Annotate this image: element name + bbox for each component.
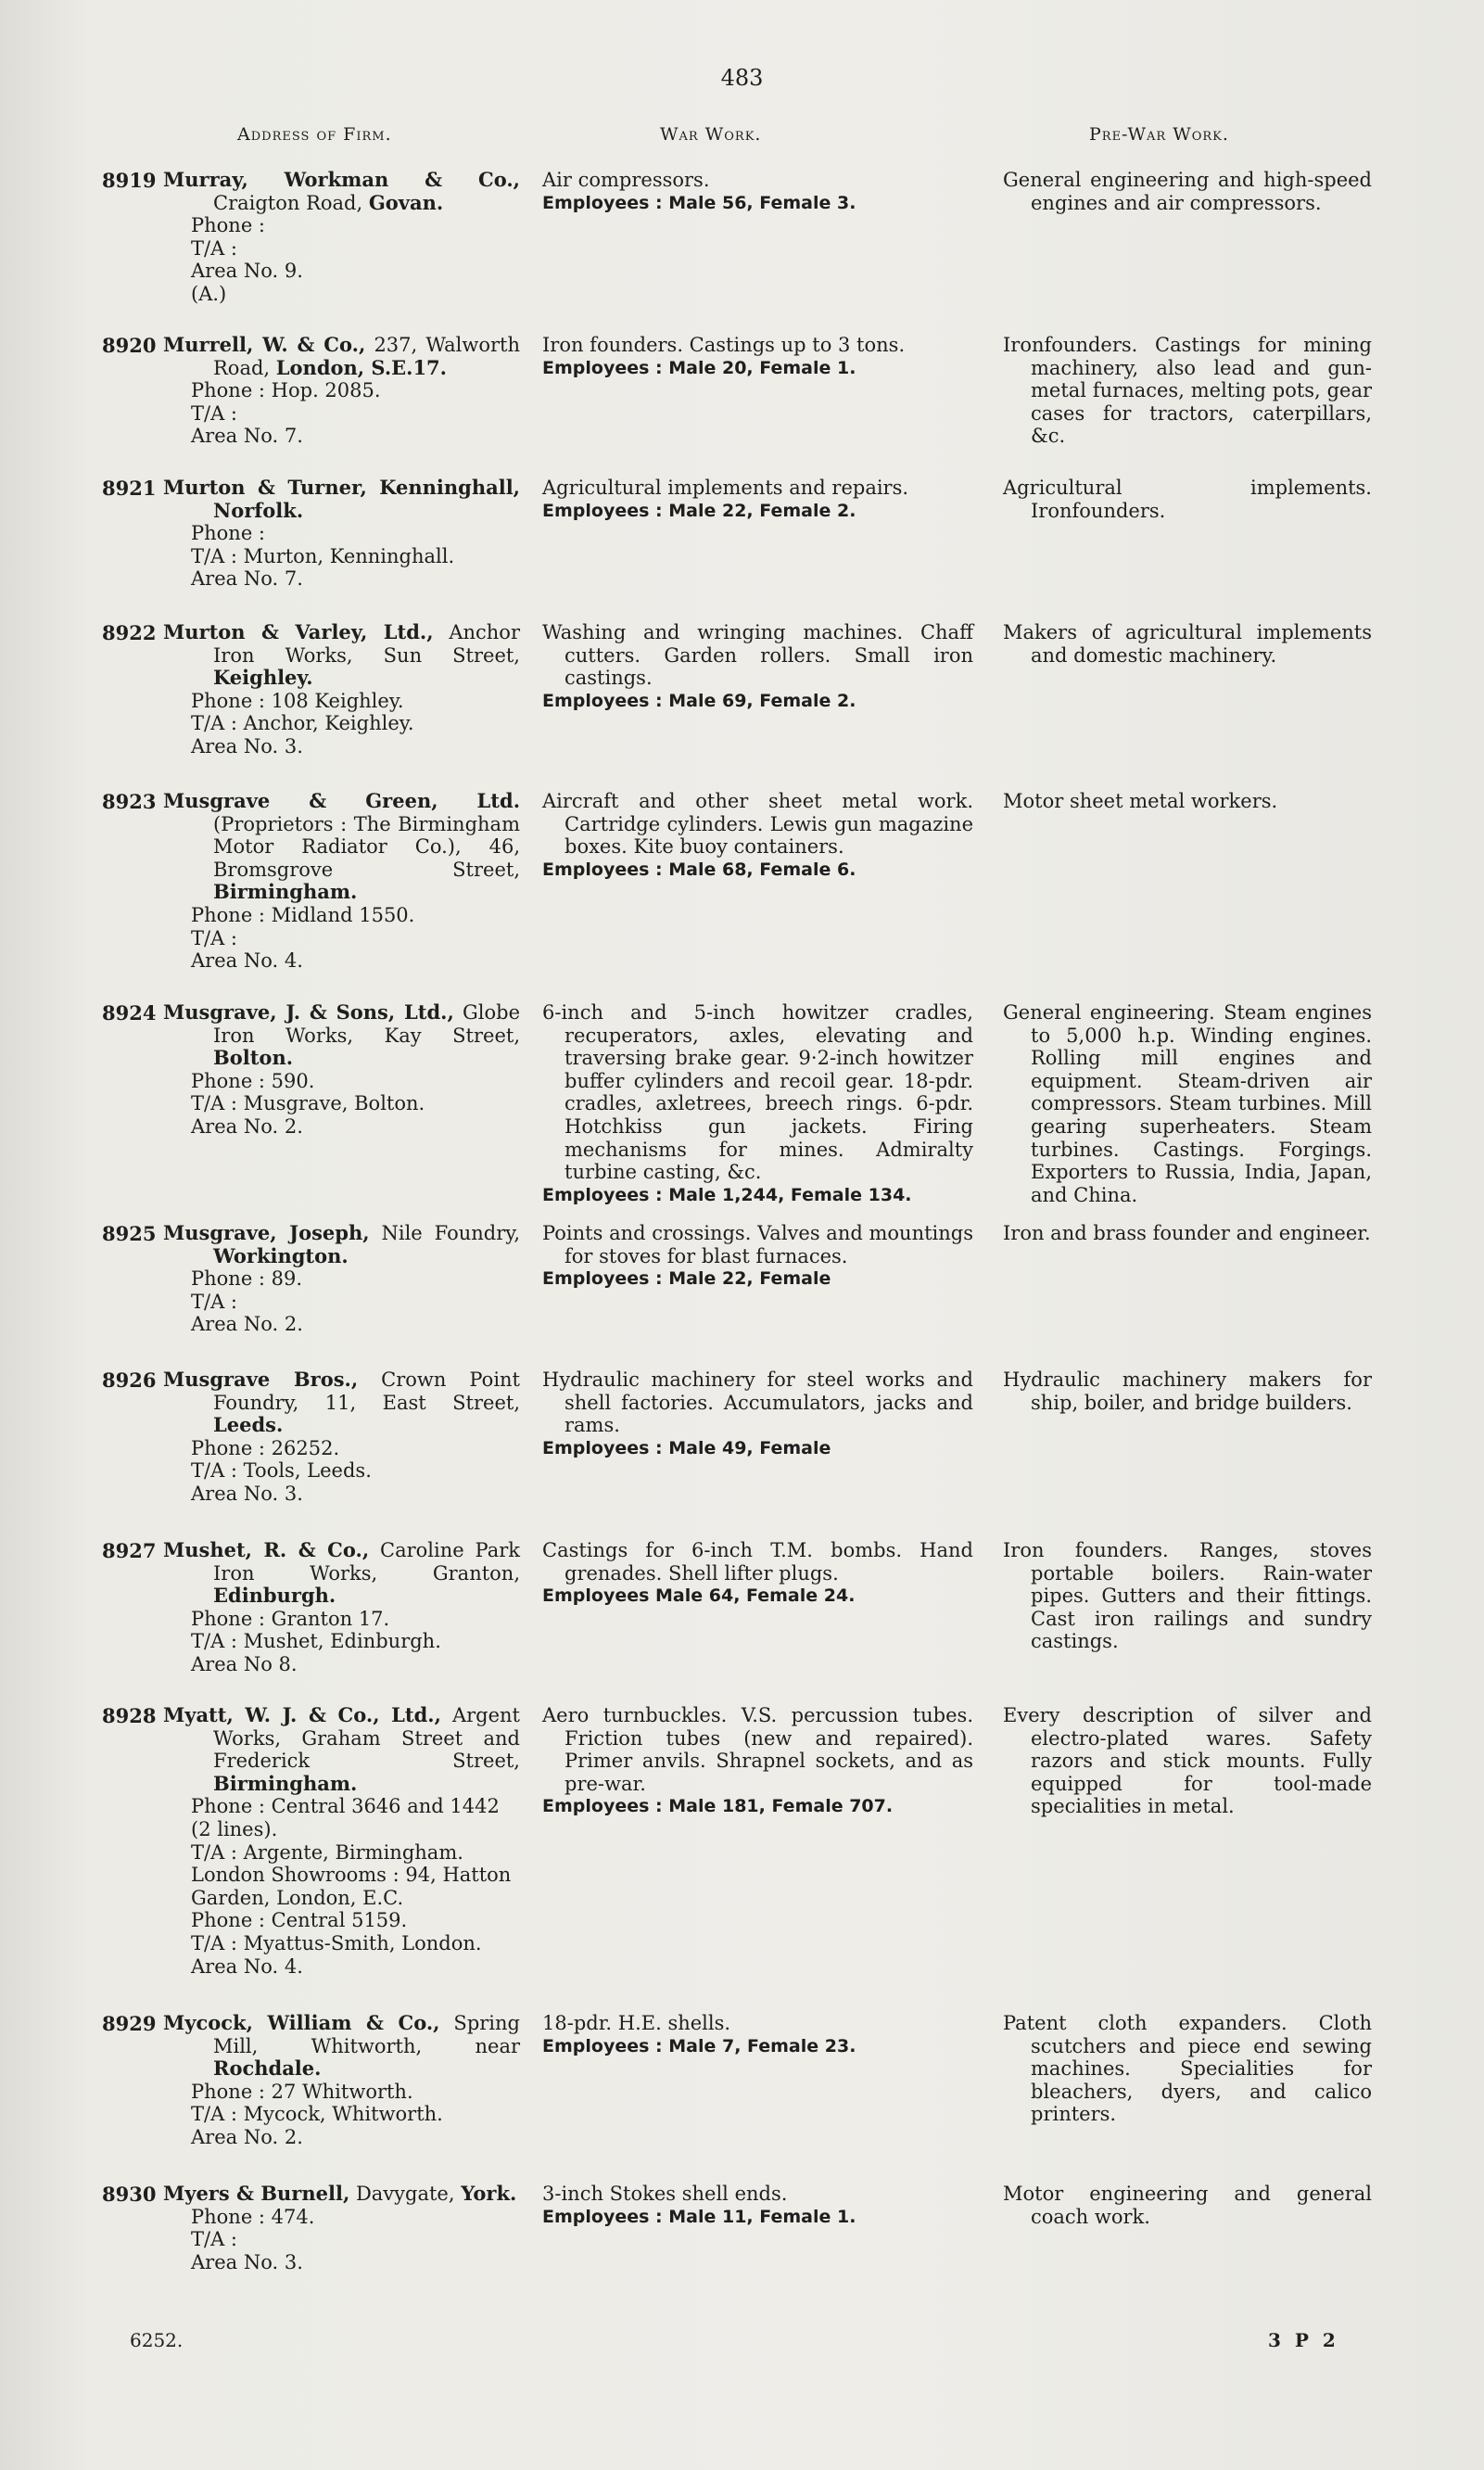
firm-contact-line: Area No. 2.: [191, 1114, 303, 1138]
war-work-description: Washing and wringing machines. Chaff cutters. Garden rollers. Small iron castings.: [542, 621, 973, 690]
firm-contact-line: T/A :: [191, 2228, 237, 2251]
firm-name: Murton & Varley, Ltd.,: [163, 620, 434, 643]
employees-count: Employees : Male 7, Female 23.: [542, 2035, 856, 2056]
pre-war-work: Motor engineering and general coach work.: [1003, 2183, 1372, 2228]
firm-town: Workington.: [213, 1243, 349, 1267]
employees-count: Employees : Male 22, Female 2.: [542, 500, 856, 521]
firm-contact-line: Area No. 2.: [191, 1313, 303, 1336]
footer-print-number: 6252.: [130, 2329, 184, 2351]
employees-count: Employees : Male 68, Female 6.: [542, 859, 856, 880]
firm-town: Leeds.: [213, 1413, 284, 1437]
firm-name: Myatt, W. J. & Co., Ltd.,: [163, 1703, 441, 1726]
employees-count: Employees : Male 22, Female: [542, 1268, 831, 1290]
war-work: [542, 621, 973, 712]
firm-name: Musgrave, Joseph,: [163, 1221, 370, 1244]
firm-name: Murray, Workman & Co.,: [163, 168, 520, 191]
firm-street: Crown Point Foundry, 11, East Street,: [213, 1369, 520, 1414]
pre-war-work: Every description of silver and electro-plated wares. Safety razors and stick mounts. Fully equipped for tool-made specialities in metal.: [1003, 1704, 1372, 1818]
war-work: [542, 169, 973, 214]
firm-contact-line: Area No. 3.: [191, 1482, 303, 1505]
war-work: [542, 1539, 973, 1608]
firm-contact-line: Area No 8.: [191, 1652, 298, 1675]
firm-contact-line: Area No. 4.: [191, 1954, 303, 1978]
pre-war-work: Hydraulic machinery makers for ship, boiler, and bridge builders.: [1003, 1369, 1372, 1414]
header-address: Address of Firm.: [237, 124, 392, 145]
war-work: [542, 790, 973, 881]
entry-number: 8930: [102, 2183, 157, 2206]
firm-street: 237, Walworth Road,: [213, 334, 520, 379]
firm-contact-line: T/A : Argente, Birmingham.: [191, 1840, 463, 1864]
firm-address: [163, 1539, 520, 1676]
firm-contact-line: Area No. 2.: [191, 2125, 303, 2148]
firm-contact-line: Phone : 89.: [191, 1267, 303, 1291]
firm-contact-line: T/A :: [191, 236, 237, 260]
employees-count: Employees : Male 1,244, Female 134.: [542, 1184, 912, 1205]
entry-number: 8925: [102, 1222, 157, 1245]
entry-number: 8920: [102, 334, 157, 357]
firm-contact-line: T/A : Murton, Kenninghall.: [191, 544, 455, 567]
firm-address: [163, 1369, 520, 1506]
firm-street: Davygate,: [349, 2183, 462, 2205]
firm-street: Caroline Park Iron Works, Granton,: [213, 1539, 520, 1585]
firm-address: [163, 1222, 520, 1336]
firm-town: Birmingham.: [213, 1771, 358, 1795]
war-work-description: Aircraft and other sheet metal work. Cartridge cylinders. Lewis gun magazine boxes. Kite buoy containers.: [542, 790, 973, 859]
firm-street: Globe Iron Works, Kay Street,: [213, 1001, 520, 1047]
firm-contact-line: Phone : Hop. 2085.: [191, 379, 381, 402]
footer-signature: 3 P 2: [1268, 2329, 1339, 2351]
firm-contact-line: T/A : Myattus-Smith, London.: [191, 1931, 482, 1954]
entry-number: 8924: [102, 1001, 157, 1025]
header-war-work: War Work.: [660, 124, 762, 145]
pre-war-work: Agricultural implements. Ironfounders.: [1003, 477, 1372, 522]
war-work: [542, 1704, 973, 1818]
firm-contact-line: Area No. 9.: [191, 260, 303, 283]
employees-count: Employees : Male 181, Female 707.: [542, 1796, 894, 1817]
firm-name: Mushet, R. & Co.,: [163, 1538, 370, 1561]
firm-address: [163, 1704, 520, 1978]
firm-contact-line: Phone :: [191, 214, 266, 237]
war-work-description: 6-inch and 5-inch howitzer cradles, recuperators, axles, elevating and traversing brake gear. 9·2-inch howitzer buffer cylinders and recoil gear. 18-pdr. cradles, axletrees, breech rings. 6-pdr. Hotchkiss gun jackets. Firing mechanisms for mines. Admiralty turbine casting, &c.: [542, 1001, 973, 1184]
firm-street: (Proprietors : The Birmingham Motor Radiator Co.), 46, Bromsgrove Street,: [213, 812, 520, 881]
firm-name: Mycock, William & Co.,: [163, 2011, 440, 2034]
firm-contact-line: Phone : Central 5159.: [191, 1909, 408, 1932]
firm-contact-line: (A.): [191, 282, 227, 305]
employees-count: Employees : Male 49, Female: [542, 1437, 831, 1458]
entry-number: 8921: [102, 477, 157, 500]
war-work-description: 18-pdr. H.E. shells.: [542, 2012, 731, 2034]
firm-name: Musgrave, J. & Sons, Ltd.,: [163, 1000, 454, 1024]
firm-contact-line: London Showrooms : 94, Hatton Garden, London, E.C.: [191, 1864, 512, 1909]
employees-count: Employees : Male 56, Female 3.: [542, 192, 856, 213]
war-work-description: 3-inch Stokes shell ends.: [542, 2183, 788, 2205]
firm-contact-line: Phone : 26252.: [191, 1436, 340, 1459]
firm-contact-line: Phone : 108 Keighley.: [191, 689, 404, 712]
employees-count: Employees : Male 11, Female 1.: [542, 2206, 856, 2227]
firm-town: Bolton.: [213, 1046, 294, 1070]
firm-town: Keighley.: [213, 666, 313, 690]
firm-street: Spring Mill, Whitworth, near: [213, 2012, 520, 2057]
firm-contact-line: Area No. 4.: [191, 949, 303, 973]
firm-contact-line: Phone : 474.: [191, 2205, 315, 2228]
firm-address: [163, 169, 520, 306]
firm-contact-line: Area No. 3.: [191, 734, 303, 758]
firm-contact-line: T/A :: [191, 1290, 237, 1313]
firm-name: Myers & Burnell,: [163, 2182, 350, 2205]
entry-number: 8919: [102, 169, 157, 192]
firm-address: [163, 2012, 520, 2149]
pre-war-work: General engineering and high-speed engines and air compressors.: [1003, 169, 1372, 214]
firm-town: York.: [461, 2182, 517, 2205]
war-work-description: Agricultural implements and repairs.: [542, 477, 909, 499]
header-pre-war-work: Pre-War Work.: [1089, 124, 1229, 145]
firm-contact-line: T/A : Mushet, Edinburgh.: [191, 1630, 441, 1653]
firm-contact-line: T/A : Mycock, Whitworth.: [191, 2103, 443, 2126]
war-work: [542, 477, 973, 522]
firm-contact-line: T/A : Tools, Leeds.: [191, 1459, 372, 1483]
war-work-description: Castings for 6-inch T.M. bombs. Hand grenades. Shell lifter plugs.: [542, 1539, 973, 1585]
firm-address: [163, 477, 520, 591]
firm-street: Nile Foundry,: [369, 1222, 520, 1244]
firm-street: Argent Works, Graham Street and Frederick Street,: [213, 1704, 520, 1773]
entry-number: 8928: [102, 1704, 157, 1727]
firm-contact-line: Phone : Central 3646 and 1442 (2 lines).: [191, 1795, 500, 1840]
firm-town: London, S.E.17.: [275, 355, 447, 379]
war-work: [542, 2183, 973, 2228]
firm-address: [163, 1001, 520, 1139]
war-work: [542, 1222, 973, 1291]
firm-contact-line: Area No. 3.: [191, 2250, 303, 2273]
war-work-description: Iron founders. Castings up to 3 tons.: [542, 334, 906, 356]
firm-address: [163, 334, 520, 448]
war-work-description: Aero turnbuckles. V.S. percussion tubes. Friction tubes (new and repaired). Primer anvils. Shrapnel sockets, and as pre-war.: [542, 1704, 973, 1795]
entry-number: 8926: [102, 1369, 157, 1392]
firm-contact-line: T/A : Musgrave, Bolton.: [191, 1092, 425, 1115]
firm-contact-line: Phone : 27 Whitworth.: [191, 2080, 413, 2103]
entry-number: 8922: [102, 621, 157, 644]
pre-war-work: Iron founders. Ranges, stoves portable boilers. Rain-water pipes. Gutters and their fittings. Cast iron railings and sundry castings.: [1003, 1539, 1372, 1653]
firm-town: Birmingham.: [213, 880, 358, 904]
war-work: [542, 1369, 973, 1459]
war-work: [542, 1001, 973, 1206]
pre-war-work: Makers of agricultural implements and domestic machinery.: [1003, 621, 1372, 667]
firm-address: [163, 790, 520, 973]
war-work: [542, 2012, 973, 2057]
war-work-description: Hydraulic machinery for steel works and shell factories. Accumulators, jacks and rams.: [542, 1369, 973, 1437]
pre-war-work: Patent cloth expanders. Cloth scutchers and piece end sewing machines. Specialities for bleachers, dyers, and calico printers.: [1003, 2012, 1372, 2126]
firm-contact-line: Phone : Midland 1550.: [191, 903, 415, 926]
pre-war-work: Ironfounders. Castings for mining machinery, also lead and gun-metal furnaces, melting pots, gear cases for tractors, caterpillars, &c.: [1003, 334, 1372, 448]
firm-name: Musgrave & Green, Ltd.: [163, 789, 520, 812]
employees-count: Employees : Male 20, Female 1.: [542, 357, 856, 378]
firm-name: Murrell, W. & Co.,: [163, 333, 366, 356]
firm-address: [163, 621, 520, 758]
firm-address: [163, 2183, 520, 2273]
entry-number: 8929: [102, 2012, 157, 2035]
firm-town: Rochdale.: [213, 2056, 322, 2081]
firm-contact-line: T/A :: [191, 401, 237, 425]
employees-count: Employees : Male 69, Female 2.: [542, 690, 856, 711]
firm-contact-line: T/A : Anchor, Keighley.: [191, 712, 414, 735]
war-work-description: Air compressors.: [542, 169, 710, 191]
pre-war-work: Motor sheet metal workers.: [1003, 790, 1278, 812]
firm-contact-line: Area No. 7.: [191, 567, 303, 591]
employees-count: Employees Male 64, Female 24.: [542, 1585, 856, 1607]
entry-number: 8923: [102, 790, 157, 813]
firm-contact-line: Phone : 590.: [191, 1069, 315, 1092]
page-number: 483: [720, 65, 764, 91]
pre-war-work: General engineering. Steam engines to 5,000 h.p. Winding engines. Rolling mill engines and equipment. Steam-driven air compressors. Steam turbines. Mill gearing superheaters. Steam turbines. Castings. Forgings. Exporters to Russia, India, Japan, and China.: [1003, 1001, 1372, 1206]
firm-name: Murton & Turner, Kenninghall, Norfolk.: [163, 476, 520, 522]
firm-street: Anchor Iron Works, Sun Street,: [213, 621, 520, 667]
firm-name: Musgrave Bros.,: [163, 1368, 359, 1391]
war-work: [542, 334, 973, 379]
firm-contact-line: T/A :: [191, 926, 237, 949]
pre-war-work: Iron and brass founder and engineer.: [1003, 1222, 1371, 1244]
war-work-description: Points and crossings. Valves and mountings for stoves for blast furnaces.: [542, 1222, 973, 1267]
firm-contact-line: Phone :: [191, 522, 266, 545]
firm-street: Craigton Road,: [213, 191, 369, 214]
firm-contact-line: Phone : Granton 17.: [191, 1607, 390, 1630]
firm-town: Edinburgh.: [213, 1584, 336, 1608]
firm-contact-line: Area No. 7.: [191, 425, 303, 448]
firm-town: Govan.: [368, 190, 444, 214]
entry-number: 8927: [102, 1539, 157, 1562]
